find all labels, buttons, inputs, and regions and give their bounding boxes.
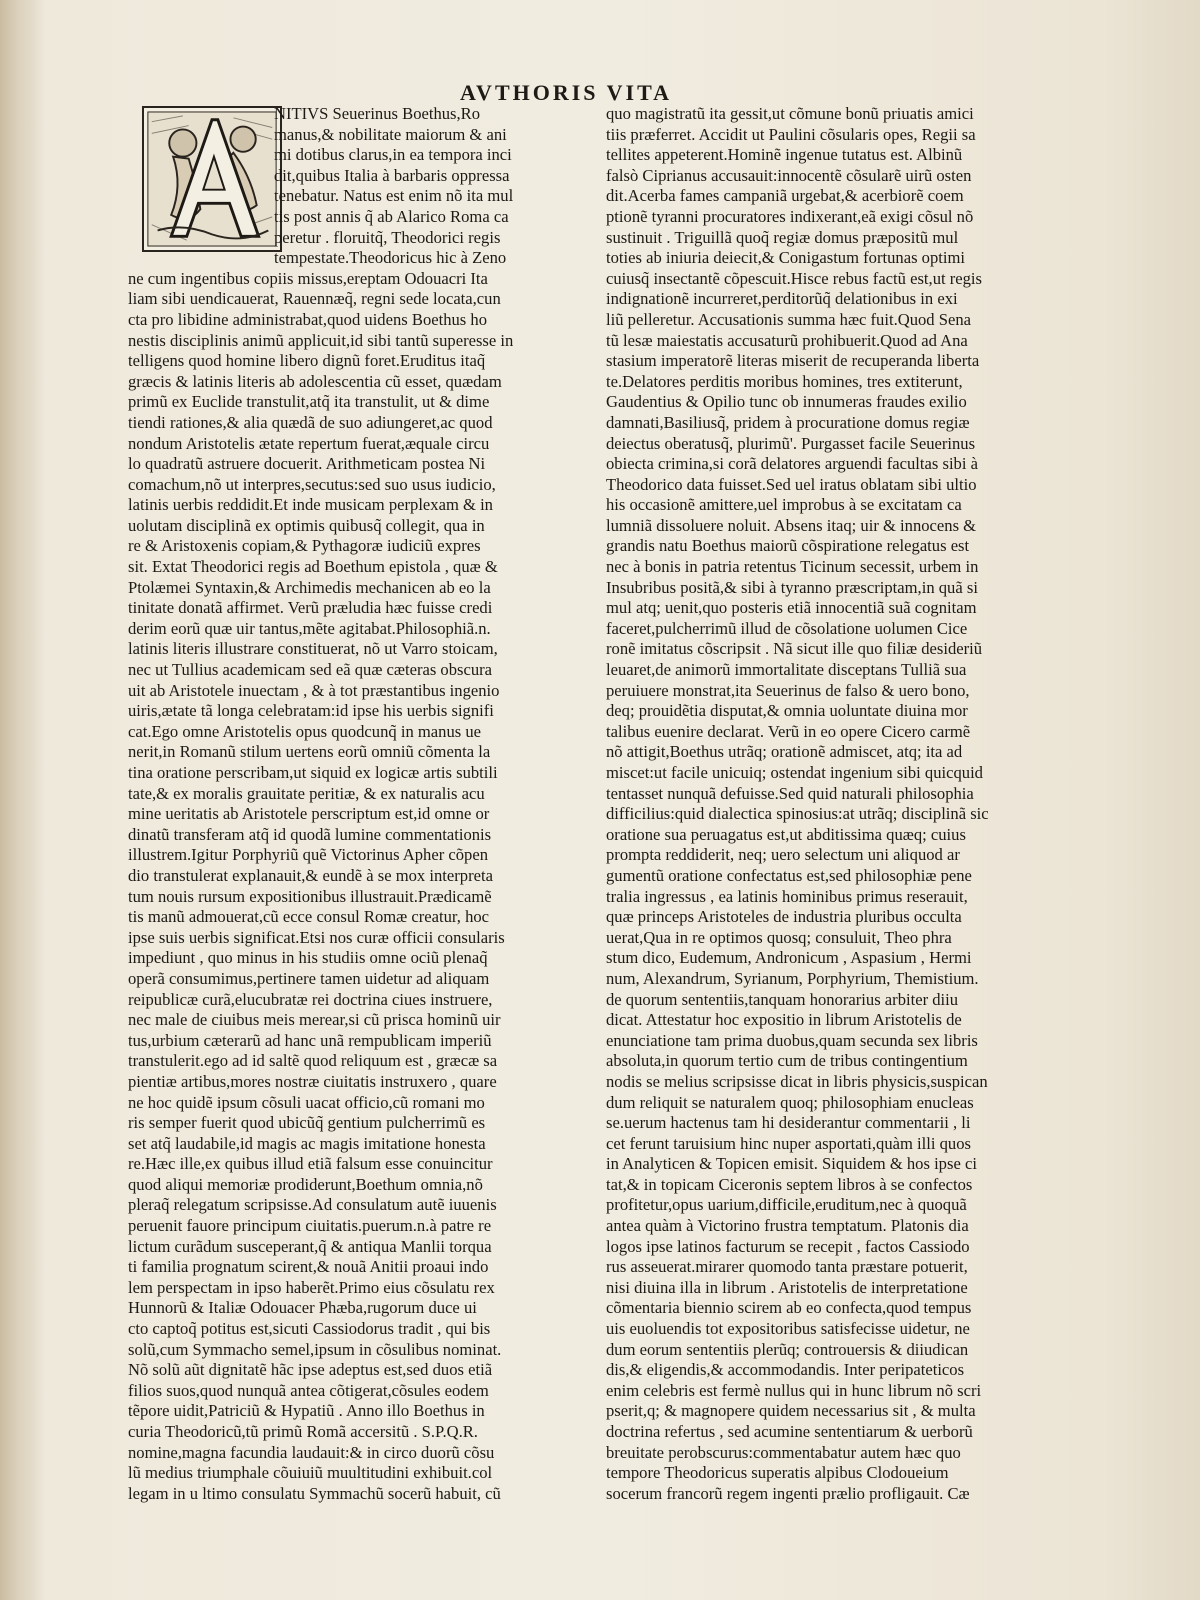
text-line: te.Delatores perditis moribus homines, tres extiterunt, (606, 371, 963, 391)
text-line: Gaudentius & Opilio tunc ob innumeras fraudes exilio (606, 392, 967, 412)
text-line: uis euoluendis tot expositoribus satisfecisse uidetur, ne (606, 1319, 970, 1339)
text-line: curia Theodoricũ,tũ primũ Romã accersitũ . S.P.Q.R. (128, 1422, 478, 1441)
text-line: ris semper fuerit quod ubicũq̃ gentium pulcherrimũ es (128, 1113, 486, 1133)
text-line: Hunnorũ & Italiæ Odouacer Phæba,rugorum duce ui (128, 1298, 477, 1318)
page-gutter-shadow (0, 0, 46, 1600)
text-line: peretur . floruitq̃, Theodorici regis (274, 227, 501, 247)
text-line: re.Hæc ille,ex quibus illud etiã falsum esse conuincitur (128, 1154, 493, 1174)
text-line: tiendi rationes,& alia quædã de suo adiungeret,ac quod (128, 412, 493, 432)
text-line: tẽpore uidit,Patriciũ & Hypatiũ . Anno illo Boethus in (128, 1401, 485, 1421)
text-line: set atq̃ laudabile,id magis ac magis imitatione honesta (128, 1133, 486, 1153)
text-line: græcis & latinis literis ab adolescentia cũ esset, quædam (128, 371, 502, 391)
text-line: Insubribus positã,& sibi à tyranno præscriptam,in quã si (606, 577, 978, 597)
text-line: derim eorũ quæ uir tantus,mẽte agitabat.Philosophiã.n. (128, 618, 491, 638)
text-line: uiris,ætate tã longa celebratam:id ipse his uerbis signifi (128, 701, 494, 721)
text-line: doctrina refertus , sed acumine sententiarum & uerborũ (606, 1422, 973, 1441)
text-line: sustinuit . Triguillã quoq̃ regiæ domus præpositũ mul (606, 227, 959, 247)
text-line: damnati,Basiliusq̃, pridem à procuratione domus regiæ (606, 412, 970, 432)
text-line: liũ pelleretur. Accusationis summa hæc fuit.Quod Sena (606, 309, 971, 329)
text-line: transtulerit.ego ad id saltẽ quod reliquum est , græcæ sa (128, 1051, 498, 1071)
text-line: tat,& in topicam Ciceronis septem libros à se confectos (606, 1174, 973, 1194)
text-line: tiis præferret. Accidit ut Paulini cõsularis opes, Regii sa (606, 124, 976, 144)
text-line: uerat,Qua in re optimos quosq; consuluit, Theo phra (606, 927, 952, 947)
text-line: tenebatur. Natus est enim nõ ita mul (274, 186, 514, 206)
text-line: peruenit fauore principum ciuitatis.puerum.n.à patre re (128, 1216, 492, 1236)
text-line: lo quadratũ astruere docuerit. Arithmeticam postea Ni (128, 454, 486, 474)
text-line: breuitate perobscurus:commentabatur autem hæc quo (606, 1442, 961, 1462)
text-line: tinitate donatã affirmet. Verũ præludia hæc fuisse credi (128, 598, 493, 618)
text-line: dicat. Attestatur hoc expositio in librum Aristotelis de (606, 1010, 962, 1030)
text-line: cuiusq̃ insectantẽ cõpescuit.Hisce rebus factũ est,ut regis (606, 268, 983, 288)
text-line: se.uerum hactenus tam hi desiderantur commentarii , li (606, 1113, 971, 1133)
text-line: re & Aristoxenis copiam,& Pythagoræ iudiciũ expres (128, 536, 481, 556)
text-line: tina oratione perscribam,ut siquid ex logicæ artis subtili (128, 763, 498, 782)
text-line: lũ medius triumphale cõuiuiũ muultitudini exhibuit.col (128, 1463, 493, 1483)
text-line: lumniã dissoluere noluit. Absens itaq; uir & innocens & (606, 515, 977, 535)
text-line: lem perspectam in ipso haberẽt.Primo eius cõsulatu rex (128, 1277, 495, 1297)
text-line: absoluta,in quorum tertio cum de tribus contingentium (606, 1051, 968, 1071)
text-line: Ptolæmei Syntaxin,& Archimedis mechanicen ab eo la (128, 577, 491, 597)
text-line: num, Alexandrum, Syrianum, Porphyrium, Themistium. (606, 968, 979, 988)
text-line: stum dico, Eudemum, Andronicum , Aspasium , Hermi (606, 948, 972, 968)
text-line: tellites appeterent.Hominẽ ingenue tutatus est. Albinũ (606, 145, 963, 165)
text-line: enim celebris est fermè nullus qui in hunc librum nõ scri (606, 1380, 982, 1400)
text-line: primũ ex Euclide transtulit,atq̃ ita transtulit, ut & dime (128, 392, 490, 412)
text-line: ronẽ imitatus cõscripsit . Nã sicut ille quo filiæ desideriũ (606, 639, 983, 659)
text-line: tũ lesæ maiestatis accusaturũ prohibuerit.Quod ad Ana (606, 330, 968, 350)
text-line: miscet:ut facile unicuiq; ostendat ingenium sibi quicquid (606, 763, 983, 782)
text-line: tempestate.Theodoricus hic à Zeno (274, 248, 507, 268)
text-line: tus,urbium cæterarũ ad hanc unã rempublicam imperiũ (128, 1030, 492, 1050)
text-line: nomine,magna facundia laudauit:& in circo duorũ cõsu (128, 1442, 495, 1462)
text-line: dinatũ transferam atq̃ id quodã lumine commentationis (128, 824, 492, 844)
text-line: ti familia prognatum scirent,& nouã Anitii proaui indo (128, 1257, 489, 1277)
text-line: prompta reddiderit, neq; uero selectum uni aliquod ar (606, 845, 960, 865)
text-line: manus,& nobilitate maiorum & ani (274, 124, 507, 144)
text-line: dum reliquit se naturalem quoq; philosophiam enucleas (606, 1092, 974, 1112)
text-line: dit.Acerba fames campaniã urgebat,& acerbiorẽ coem (606, 186, 964, 206)
text-line: tis manũ admouerat,cũ ecce consul Romæ creatur, hoc (128, 907, 490, 927)
text-line: cõmentaria biennio scirem ab eo confecta,quod tempus (606, 1298, 972, 1318)
text-line: uit ab Aristotele inuectam , & à tot præstantibus ingenio (128, 680, 500, 700)
text-line: dis,& eligendis,& accommodandis. Inter peripateticos (606, 1360, 965, 1380)
text-line: leuaret,de animorũ immortalitate disceptans Tulliã sua (606, 660, 967, 680)
text-line: pleraq̃ relegatum scripsisse.Ad consulatum autẽ iuuenis (128, 1195, 497, 1215)
text-line: dio transtulerat explanauit,& eundẽ à se mox interpreta (128, 865, 493, 885)
text-line: profitetur,opus uarium,difficile,eruditum,nec à quoquã (606, 1195, 967, 1215)
text-line: dum eorum sententiis plerũq; controuersis & diiudican (606, 1339, 969, 1359)
text-line: nec ut Tullius academicam sed eã quæ cæteras obscura (128, 660, 493, 680)
text-line: falsò Ciprianus accusauit:innocentẽ cõsularẽ uirũ osten (606, 165, 972, 185)
text-line: mi dotibus clarus,in ea tempora inci (274, 145, 512, 165)
text-line: antea quàm à Victorino frustra temptatum. Platonis dia (606, 1216, 969, 1236)
text-line: mul atq; uenit,quo posteris etiã innocentiã suã cognitam (606, 598, 977, 618)
text-line: talibus euenire declarat. Verũ in eo opere Cicero carmẽ (606, 721, 971, 741)
text-line: gumentũ oratione confectatus est,sed philosophiæ pene (606, 865, 972, 885)
text-line: pientiæ artibus,mores nostræ ciuitatis instruxero , quare (128, 1071, 497, 1091)
text-line: Theodorico data fuisset.Sed uel iratus oblatam sibi ultio (606, 474, 977, 494)
text-line: nodis se melius scripsisse dicat in libris physicis,suspican (606, 1071, 988, 1091)
text-line: nec male de ciuibus meis merear,si cũ prisca hominũ uir (128, 1010, 501, 1030)
text-line: ne cum ingentibus copiis missus,ereptam Odouacri Ita (128, 268, 488, 288)
text-line: uolutam disciplinã ex optimis quibusq̃ collegit, qua in (128, 515, 485, 535)
text-line: nerit,in Romanũ stilum uertens eorũ omniũ cõmenta la (128, 742, 491, 762)
text-line: telligens quod homine libero dignũ foret.Eruditus itaq̃ (128, 351, 486, 371)
text-line: reipublicæ curã,elucubratæ rei doctrina ciues instruere, (128, 989, 493, 1009)
text-line: latinis uerbis reddidit.Et inde musicam perplexam & in (128, 495, 493, 515)
left-text-column (128, 104, 576, 1504)
text-line: grandis natu Boethus maiorũ cõspiratione relegatus est (606, 536, 970, 556)
text-line: nisi diuina illa in librum . Aristotelis de interpretatione (606, 1277, 968, 1297)
text-line: legam in u ltimo consulatu Symmachũ socerũ habuit, cũ (128, 1483, 501, 1503)
text-line: comachum,nõ ut interpres,secutus:sed suo usus iudicio, (128, 474, 496, 494)
running-head: AVTHORIS VITA (460, 80, 673, 105)
text-line: stasium imperatorẽ literas miserit de recuperanda liberta (606, 351, 980, 371)
text-line: indignationẽ incurreret,perditorũq̃ delationibus in exi (606, 289, 958, 309)
text-line: latinis literis illustrare constituerat, nõ ut Varro stoicam, (128, 639, 498, 659)
text-line: difficilius:quid dialectica spinosius:at utrãq; disciplinã sic (606, 804, 989, 824)
text-line: peruiuere monstrat,ita Seuerinus de falso & uero bono, (606, 680, 970, 700)
text-line: tis post annis q̃ ab Alarico Roma ca (274, 206, 509, 226)
text-line: tralia ingressus , ea latinis hominibus primus reserauit, (606, 886, 968, 906)
text-line: toties ab iniuria deiecit,& Conigastum fortunas optimi (606, 248, 966, 268)
text-line: nestis disciplinis animũ applicuit,id sibi tantũ superesse in (128, 330, 514, 350)
text-line: tentasset nunquã defuisse.Sed quid naturali philosophia (606, 783, 974, 803)
text-line: nõ attigit,Boethus utrãq; orationẽ admiscet, atq; ita ad (606, 742, 963, 762)
text-line: nec à bonis in patria retentus Ticinum secessit, urbem in (606, 557, 979, 577)
text-line: oratione sua peruagatus est,ut abditissima quæq; cuius (606, 824, 966, 844)
text-line: de quorum sententiis,tanquam honorarius arbiter diiu (606, 989, 959, 1009)
text-line: deiectus oberatusq̃, plurimũ'. Purgasset facile Seuerinus (606, 433, 976, 453)
text-line: pserit,q; & magnopere quidem necessarius sit , & multa (606, 1401, 976, 1421)
text-line: in Analyticen & Topicen emisit. Siquidem & hos ipse ci (606, 1154, 977, 1174)
text-line: ipse suis uerbis significat.Etsi nos curæ officii consularis (128, 927, 505, 947)
text-line: NITIVS Seuerinus Boethus,Ro (274, 104, 481, 123)
text-line: quo magistratũ ita gessit,ut cõmune bonũ priuatis amici (606, 104, 974, 123)
text-line: operã consumimus,pertinere tamen uidetur ad aliquam (128, 968, 490, 988)
text-line: dit,quibus Italia à barbaris oppressa (274, 165, 510, 185)
text-line: cto captoq̃ potitus est,sicuti Cassiodorus tradit , qui bis (128, 1319, 491, 1339)
text-line: sit. Extat Theodorici regis ad Boethum epistola , quæ & (128, 557, 498, 577)
text-line: cta pro libidine administrabat,quod uidens Boethus ho (128, 309, 488, 329)
text-line: cet ferunt taruisium hinc nuper asportati,quàm illi quos (606, 1133, 971, 1153)
text-line: enunciatione tam prima duobus,quam secunda sex libris (606, 1030, 978, 1050)
text-line: quod aliqui memoriæ prodiderunt,Boethum omnia,nõ (128, 1174, 483, 1194)
text-line: solũ,cum Symmacho semel,ipsum in cõsulibus nominat. (128, 1339, 502, 1359)
text-line: obiecta crimina,si corã delatores arguendi facultas sibi à (606, 454, 978, 474)
text-line: tum nouis rursum expositionibus illustrauit.Prædicamẽ (128, 886, 492, 906)
text-line: deq; prouidẽtia disputat,& omnia uoluntate diuina mor (606, 701, 968, 721)
text-line: illustrem.Igitur Porphyriũ quẽ Victorinus Apher cõpen (128, 845, 489, 865)
right-text-column (606, 104, 1046, 1504)
text-line: ne hoc quidẽ ipsum cõsuli uacat officio,cũ romani mo (128, 1092, 485, 1112)
text-line: lictum curãdum susceperant,q̃ & antiqua Manlii torqua (128, 1236, 492, 1256)
text-line: socerum francorũ regem ingenti prælio profligauit. Cæ (606, 1483, 970, 1503)
text-line: logos ipse latinos facturum se recepit , factos Cassiodo (606, 1236, 970, 1256)
text-line: his occasionẽ amittere,uel improbus à se excitatam ca (606, 495, 962, 515)
text-line: nondum Aristotelis ætate repertum fuerat,æquale circu (128, 433, 490, 453)
text-line: Nõ solũ aũt dignitatẽ hãc ipse adeptus est,sed duos etiã (128, 1360, 493, 1380)
text-line: impediunt , quo minus in his studiis omne ociũ plenaq̃ (128, 948, 488, 968)
text-line: liam sibi uendicauerat, Rauennæq̃, regni sede locata,cun (128, 289, 501, 309)
text-line: tempore Theodoricus superatis alpibus Clodoueium (606, 1463, 949, 1483)
text-line: faceret,pulcherrimũ illud de cõsolatione uolumen Cice (606, 618, 968, 638)
text-line: rus asseuerat.mirarer quomodo tanta præstare potuerit, (606, 1257, 968, 1277)
text-line: ptionẽ tyranni procuratores indixerant,eã exigi cõsul nõ (606, 206, 974, 226)
text-line: cat.Ego omne Aristotelis opus quodcunq̃ in manus ue (128, 721, 482, 741)
text-line: tate,& ex moralis grauitate peritiæ, & ex naturalis acu (128, 783, 485, 803)
text-line: filios suos,quod nunquã antea cõtigerat,cõsules eodem (128, 1380, 489, 1400)
text-line: mine ueritatis ab Aristotele perscriptum est,id omne or (128, 804, 490, 824)
text-line: quæ princeps Aristoteles de industria pluribus occulta (606, 907, 962, 927)
